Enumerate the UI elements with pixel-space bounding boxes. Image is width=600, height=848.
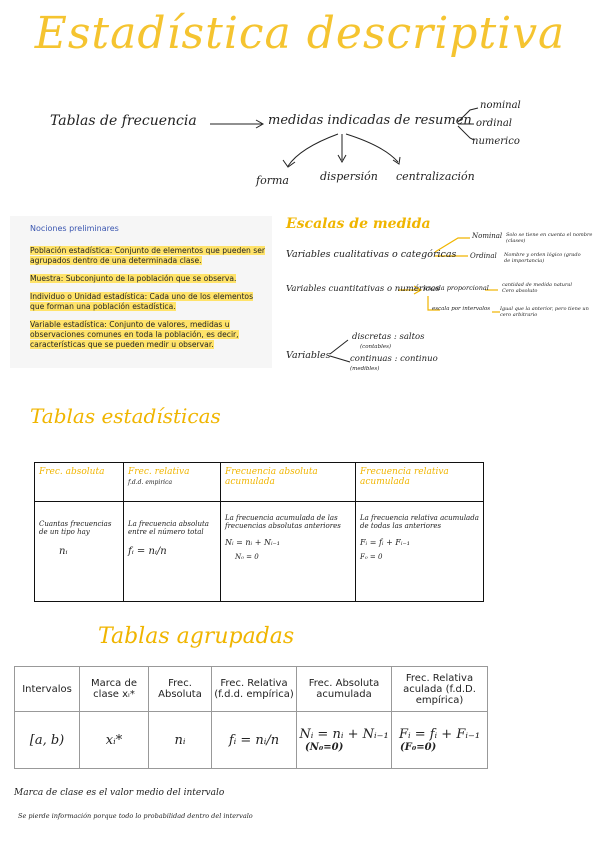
scales-nominal-note: Solo se tiene en cuenta el nombre (clases)	[506, 232, 593, 244]
branch-dispersion: dispersión	[320, 170, 378, 183]
type-ordinal: ordinal	[476, 118, 513, 129]
grp-cell-abs: nᵢ	[149, 712, 212, 769]
branch-centralizacion: centralización	[396, 170, 475, 183]
notes-heading: Nociones preliminares	[30, 224, 119, 233]
scales-prop: escala proporcional	[424, 284, 489, 292]
note-individuo: Individuo o Unidad estadística: Cada uno de los elementos que forman una población estadística.	[30, 292, 254, 311]
grp-header-rel-acum: Frec. Relativa aculada (f.d.D. empírica)	[392, 667, 488, 712]
scales-continuas: continuas : continuo	[350, 354, 438, 364]
scales-ordinal: Ordinal	[470, 252, 497, 260]
grouped-table	[14, 666, 488, 769]
footer-line1: Marca de clase es el valor medio del intervalo	[14, 788, 225, 798]
grp-header-abs-acum: Frec. Absoluta acumulada	[297, 667, 392, 712]
notes-panel	[10, 216, 272, 368]
freq-header-rel: Frec. relativa f.d.d. empirica	[124, 463, 221, 502]
freq-header-abs-acum: Frecuencia absoluta acumulada	[221, 463, 356, 502]
grp-cell-marca: xᵢ*	[80, 712, 149, 769]
note-poblacion: Población estadística: Conjunto de elementos que pueden ser agrupados dentro de una determinada clase.	[30, 246, 265, 265]
grp-header-rel: Frec. Relativa (f.d.d. empírica)	[212, 667, 297, 712]
note-variable: Variable estadística: Conjunto de valores, medidas u observaciones comunes en toda la población, es decir, características que se pueden medir u observar.	[30, 320, 239, 349]
scales-discretas: discretas : saltos	[352, 332, 425, 342]
scales-continuas-sub: (medibles)	[350, 366, 380, 372]
grp-header-intervalos: Intervalos	[15, 667, 80, 712]
scales-variables: Variables	[286, 350, 331, 361]
freq-cell-abs-acum: La frecuencia acumulada de las frecuencias absolutas anteriores Nᵢ = nᵢ + Nᵢ₋₁ N₀ = 0	[221, 502, 356, 602]
freq-header-abs: Frec. absoluta	[35, 463, 124, 502]
note-muestra: Muestra: Subconjunto de la población que se observa.	[30, 274, 237, 283]
scales-title: Escalas de medida	[286, 216, 431, 232]
scales-cuantitativas: Variables cuantitativas o numéricas	[286, 284, 440, 294]
grp-header-abs: Frec. Absoluta	[149, 667, 212, 712]
mindmap-left: Tablas de frecuencia	[50, 113, 197, 129]
footer-line2: Se pierde información porque todo lo probabilidad dentro del intervalo	[18, 812, 253, 820]
grp-cell-rel-acum: Fᵢ = fᵢ + Fᵢ₋₁ (F₀=0)	[392, 712, 488, 769]
type-numerico: numerico	[472, 136, 520, 147]
freq-header-rel-sub: f.d.d. empirica	[128, 479, 173, 486]
freq-cell-rel: La frecuencia absoluta entre el número total fᵢ = nᵢ/n	[124, 502, 221, 602]
scales-int-note: Igual que la anterior, pero tiene un cero arbitrario	[500, 306, 589, 318]
freq-cell-abs: Cuantas frecuencias de un tipo hay nᵢ	[35, 502, 124, 602]
freq-cell-rel-acum: La frecuencia relativa acumulada de todas las anteriores Fᵢ = fᵢ + Fᵢ₋₁ F₀ = 0	[356, 502, 484, 602]
scales-discretas-sub: (contables)	[360, 344, 392, 350]
agrupadas-title: Tablas agrupadas	[98, 624, 295, 649]
freq-header-rel-acum: Frecuencia relativa acumulada	[356, 463, 484, 502]
grp-cell-rel: fᵢ = nᵢ/n	[212, 712, 297, 769]
grp-cell-abs-acum: Nᵢ = nᵢ + Nᵢ₋₁ (N₀=0)	[297, 712, 392, 769]
mindmap-center: medidas indicadas de resumen	[268, 113, 472, 128]
frequency-table	[34, 462, 484, 602]
scales-nominal: Nominal	[472, 232, 503, 240]
scales-prop-note: cantidad de medida natural Cero absoluto	[502, 282, 573, 294]
tablas-title: Tablas estadísticas	[30, 404, 221, 428]
scales-int: escala por intervalos	[432, 306, 491, 312]
page-title: Estadística descriptiva	[34, 8, 566, 59]
branch-forma: forma	[256, 174, 289, 187]
scales-cualitativas: Variables cualitativas o categóricas	[286, 249, 457, 260]
grp-header-marca: Marca de clase xᵢ*	[80, 667, 149, 712]
grp-cell-intervalo: [a, b)	[15, 712, 80, 769]
scales-ordinal-note: Nombre y orden lógico (grado de importancia)	[504, 252, 581, 264]
type-nominal: nominal	[480, 100, 521, 111]
